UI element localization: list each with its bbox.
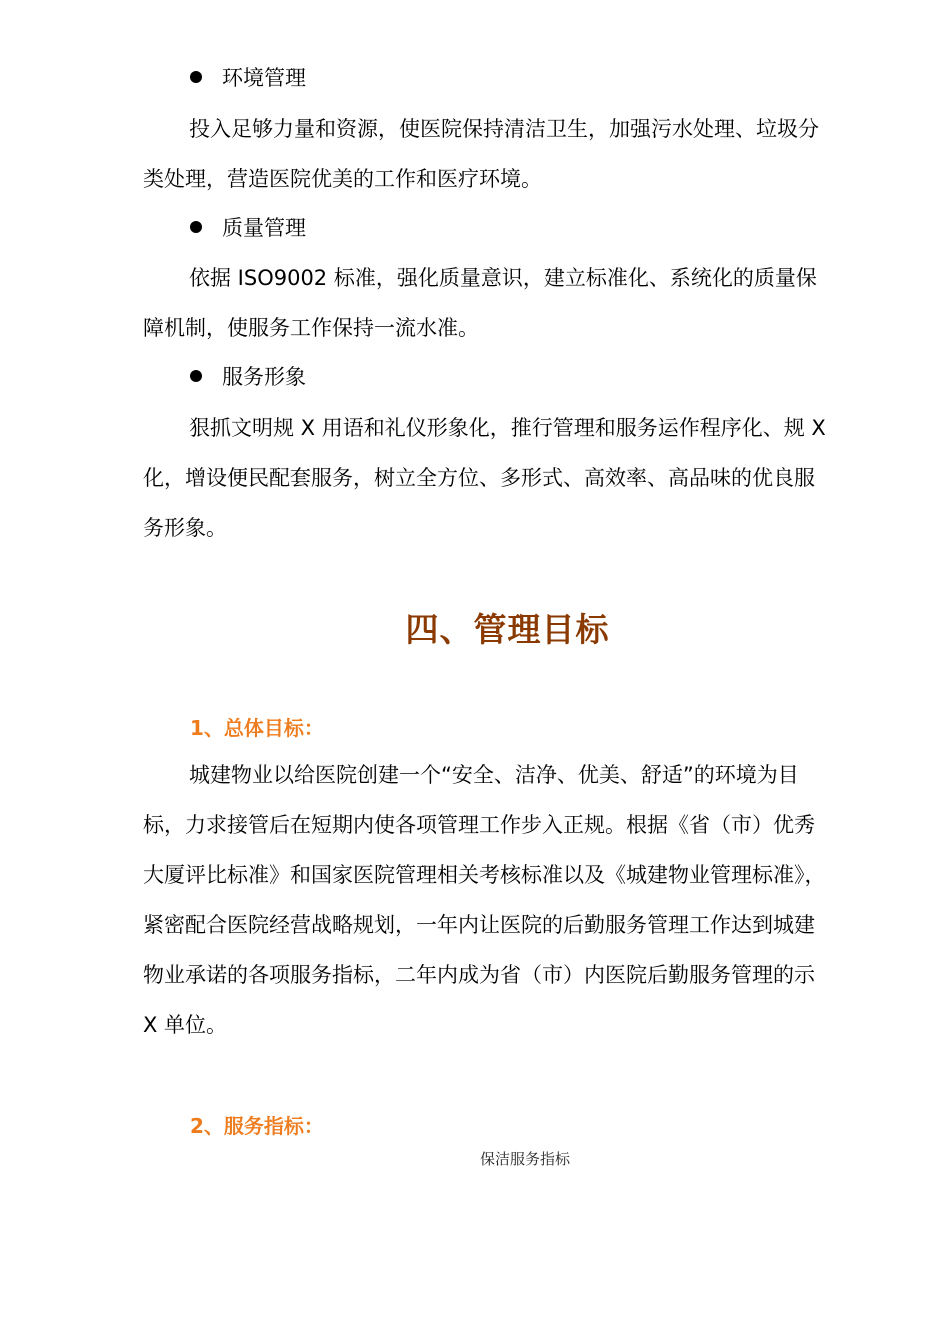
bullet-service — [190, 361, 306, 391]
bullet-title: 质量管理 — [222, 216, 306, 240]
paragraph-quality — [143, 253, 873, 353]
goal-heading: 1、总体目标： — [190, 716, 324, 740]
text-line: 狠抓文明规 X 用语和礼仪形象化，推行管理和服务运作程序化、规 X — [189, 416, 826, 440]
paragraph-service — [143, 403, 873, 553]
text-line: 城建物业以给医院创建一个“安全、洁净、优美、舒适”的环境为目 — [189, 763, 799, 787]
bullet-quality — [190, 212, 306, 242]
text-line: 物业承诺的各项服务指标，二年内成为省（市）内医院后勤服务管理的示 — [143, 963, 815, 987]
bullet-dot-icon — [190, 370, 202, 382]
text-line: 标，力求接管后在短期内使各项管理工作步入正规。根据《省（市）优秀 — [143, 813, 815, 837]
bullet-title: 服务形象 — [222, 365, 306, 389]
chapter-title: 四、管理目标 — [405, 610, 610, 649]
bullet-environment — [190, 62, 306, 92]
text-line: 障机制，使服务工作保持一流水准。 — [143, 316, 479, 340]
text-line: 化，增设便民配套服务，树立全方位、多形式、高效率、高品味的优良服 — [143, 466, 815, 490]
bullet-title: 环境管理 — [222, 66, 306, 90]
indicators-heading: 2、服务指标： — [190, 1114, 324, 1138]
bullet-dot-icon — [190, 71, 202, 83]
text-line: 务形象。 — [143, 516, 227, 540]
text-line: 投入足够力量和资源，使医院保持清洁卫生，加强污水处理、垃圾分 — [189, 117, 819, 141]
paragraph-goal — [143, 750, 873, 1050]
text-line: 紧密配合医院经营战略规划，一年内让医院的后勤服务管理工作达到城建 — [143, 913, 815, 937]
text-line: X 单位。 — [143, 1013, 228, 1037]
table-caption: 保洁服务指标 — [480, 1150, 571, 1168]
bullet-dot-icon — [190, 221, 202, 233]
paragraph-environment — [143, 104, 873, 204]
text-line: 依据 ISO9002 标准，强化质量意识，建立标准化、系统化的质量保 — [189, 266, 817, 290]
text-line: 类处理，营造医院优美的工作和医疗环境。 — [143, 167, 542, 191]
text-line: 大厦评比标准》和国家医院管理相关考核标准以及《城建物业管理标准》， — [143, 863, 826, 887]
